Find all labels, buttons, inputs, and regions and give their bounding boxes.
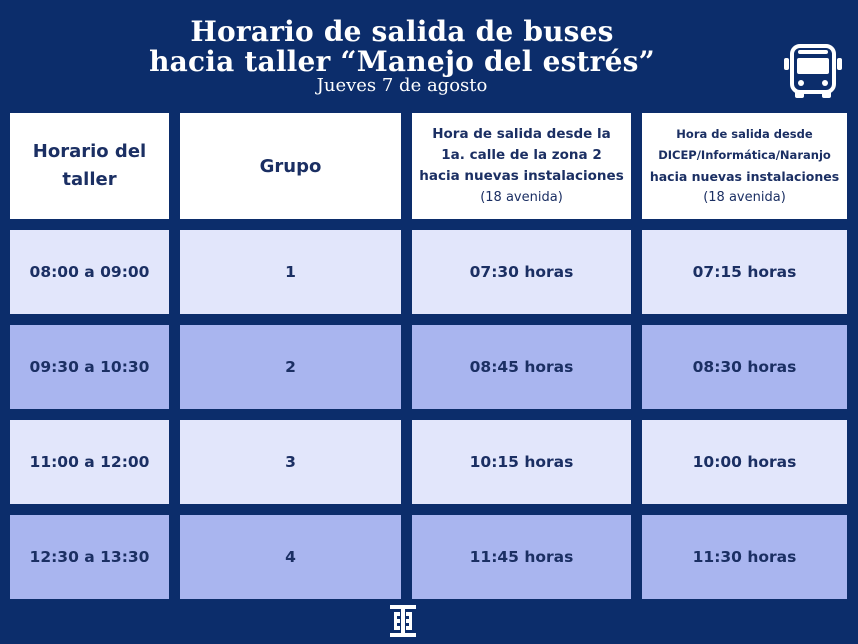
row4-salida-zona2: 11:45 horas [412, 515, 631, 599]
header-grupo: Grupo [180, 113, 401, 219]
bus-icon [782, 42, 844, 100]
header-salida-dicep-line2: DICEP/Informática/Naranjo [658, 148, 831, 162]
row4-salida-dicep: 11:30 horas [642, 515, 847, 599]
row2-salida-dicep: 08:30 horas [642, 325, 847, 409]
row4-grupo: 4 [180, 515, 401, 599]
schedule-table [10, 113, 847, 599]
row3-salida-zona2: 10:15 horas [412, 420, 631, 504]
header-salida-zona2-line1: Hora de salida desde la [432, 126, 611, 142]
row1-salida-zona2: 07:30 horas [412, 230, 631, 314]
row2-horario: 09:30 a 10:30 [10, 325, 169, 409]
header-salida-dicep-line1: Hora de salida desde [676, 127, 813, 141]
header-salida-zona2 [412, 113, 631, 219]
header-salida-dicep-line3: hacia nuevas instalaciones [649, 169, 840, 184]
subtitle-date: Jueves 7 de agosto [316, 75, 488, 96]
header-horario: Horario del taller [10, 113, 169, 219]
row3-horario: 11:00 a 12:00 [10, 420, 169, 504]
row2-salida-zona2: 08:45 horas [412, 325, 631, 409]
row1-grupo: 1 [180, 230, 401, 314]
title-line-1: Horario de salida de buses [190, 15, 614, 48]
header-salida-dicep [642, 113, 847, 219]
institution-logo [389, 604, 417, 638]
header-salida-dicep-note: (18 avenida) [703, 190, 786, 205]
header-salida-zona2-line2: 1a. calle de la zona 2 [441, 147, 602, 163]
header-salida-zona2-line3: hacia nuevas instalaciones [419, 168, 624, 184]
title-line-2: hacia taller “Manejo del estrés” [149, 45, 655, 78]
row4-horario: 12:30 a 13:30 [10, 515, 169, 599]
row3-grupo: 3 [180, 420, 401, 504]
row1-horario: 08:00 a 09:00 [10, 230, 169, 314]
row1-salida-dicep: 07:15 horas [642, 230, 847, 314]
header-salida-zona2-note: (18 avenida) [480, 190, 563, 205]
row2-grupo: 2 [180, 325, 401, 409]
row3-salida-dicep: 10:00 horas [642, 420, 847, 504]
